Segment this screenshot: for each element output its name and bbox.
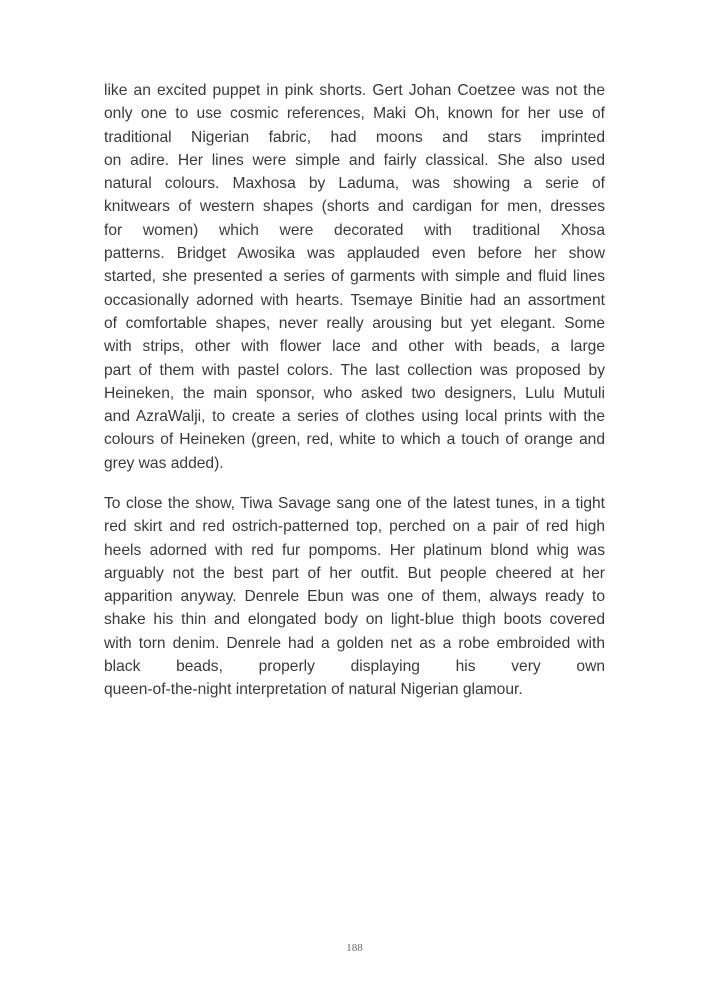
text-line: knitwears of western shapes (shorts and cardigan for men, dresses bbox=[104, 198, 605, 216]
text-line: started, she presented a series of garments with simple and fluid lines bbox=[104, 268, 605, 286]
text-line: on adire. Her lines were simple and fairly classical. She also used bbox=[104, 151, 605, 169]
text-line: for women) which were decorated with traditional Xhosa bbox=[104, 221, 605, 239]
text-line: occasionally adorned with hearts. Tsemaye Binitie had an assortment bbox=[104, 291, 605, 309]
paragraph-1 bbox=[104, 79, 605, 475]
text-line: queen-of-the-night interpretation of natural Nigerian glamour. bbox=[104, 681, 523, 699]
text-line: only one to use cosmic references, Maki Oh, known for her use of bbox=[104, 105, 605, 123]
text-line: and AzraWalji, to create a series of clothes using local prints with the bbox=[104, 408, 605, 426]
text-line: of comfortable shapes, never really arousing but yet elegant. Some bbox=[104, 314, 605, 332]
text-line: red skirt and red ostrich-patterned top, perched on a pair of red high bbox=[104, 518, 605, 536]
text-line: heels adorned with red fur pompoms. Her platinum blond whig was bbox=[104, 541, 605, 559]
text-line: shake his thin and elongated body on light-blue thigh boots covered bbox=[104, 611, 605, 629]
text-line: colours of Heineken (green, red, white to which a touch of orange and bbox=[104, 431, 605, 449]
text-line: Heineken, the main sponsor, who asked two designers, Lulu Mutuli bbox=[104, 384, 605, 402]
text-line: part of them with pastel colors. The last collection was proposed by bbox=[104, 361, 605, 379]
text-line: apparition anyway. Denrele Ebun was one of them, always ready to bbox=[104, 588, 605, 606]
text-line: natural colours. Maxhosa by Laduma, was showing a serie of bbox=[104, 175, 605, 193]
text-line: with torn denim. Denrele had a golden net as a robe embroided with bbox=[104, 634, 605, 652]
text-line: patterns. Bridget Awosika was applauded even before her show bbox=[104, 245, 605, 263]
text-line: arguably not the best part of her outfit. But people cheered at her bbox=[104, 564, 605, 582]
text-line: with strips, other with flower lace and other with beads, a large bbox=[104, 338, 605, 356]
text-line: like an excited puppet in pink shorts. Gert Johan Coetzee was not the bbox=[104, 82, 605, 99]
text-line: black beads, properly displaying his very own bbox=[104, 658, 605, 676]
paragraph-2 bbox=[104, 492, 605, 702]
page-number: 188 bbox=[346, 942, 363, 954]
text-line: To close the show, Tiwa Savage sang one of the latest tunes, in a tight bbox=[104, 495, 605, 512]
text-line: traditional Nigerian fabric, had moons and stars imprinted bbox=[104, 128, 605, 146]
text-line: grey was added). bbox=[104, 454, 224, 472]
